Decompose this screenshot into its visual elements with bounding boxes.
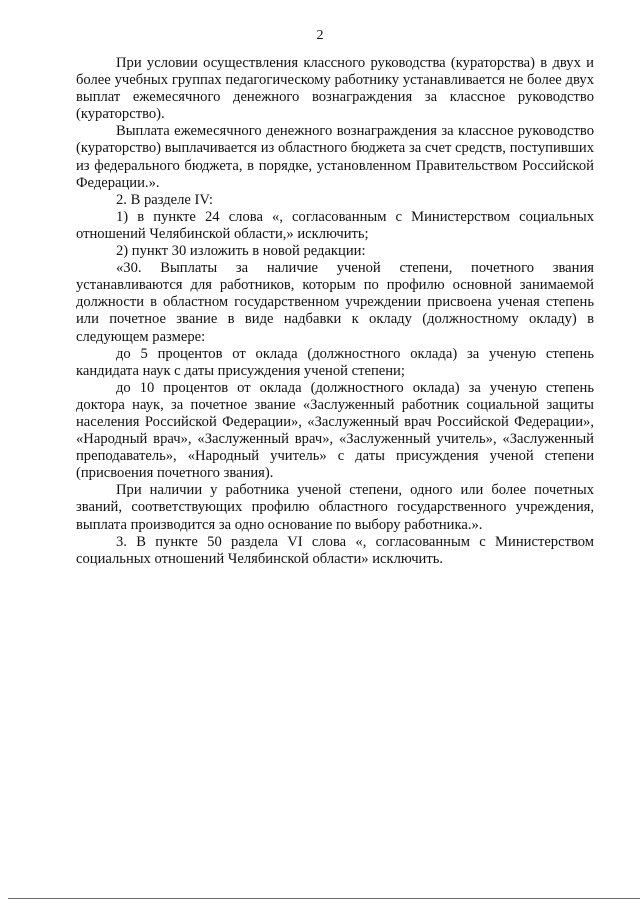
paragraph-section-iv-heading: 2. В разделе IV: xyxy=(116,191,213,208)
paragraph-doctor-degree-titles: до 10 процентов от оклада (должностного оклада) за ученую степень доктора наук, за почетное звание «Заслуженный работник социальной защиты населения Российской Федерации», «Заслуженный врач Российской Федерации», «Народный врач», «Заслуженный врач», «Заслуженный учитель», «Заслуженный преподаватель», «Народный учитель» с даты присуждения ученой степени (присвоения почетного звания). xyxy=(76,379,594,482)
bottom-rule xyxy=(8,898,640,899)
paragraph-curatorship-funding: Выплата ежемесячного денежного вознаграждения за классное руководство (кураторство) выплачивается из областного бюджета за счет средств, поступивших из федерального бюджета, в порядке, установленном Правительством Российской Федерации.». xyxy=(76,123,594,191)
paragraph-clause-50-amendment: 3. В пункте 50 раздела VI слова «, согласованным с Министерством социальных отношений Челябинской области» исключить. xyxy=(76,533,594,567)
paragraph-single-basis: При наличии у работника ученой степени, одного или более почетных званий, соответствующих профилю областного государственного учреждения, выплата производится за одно основание по выбору работника.». xyxy=(76,482,594,533)
paragraph-clause-30-intro: 2) пункт 30 изложить в новой редакции: xyxy=(116,243,366,260)
paragraph-curatorship-limit: При условии осуществления классного руководства (кураторства) в двух и более учебных группах педагогическому работнику устанавливается не более двух выплат ежемесячного денежного вознаграждения за классное руководство (кураторство). xyxy=(76,55,594,123)
document-body xyxy=(76,55,594,568)
paragraph-clause-30-text: «30. Выплаты за наличие ученой степени, почетного звания устанавливаются для работников, которым по профилю основной занимаемой должности в областном государственном учреждении присвоена ученая степень или почетное звание в виде надбавки к окладу (должностному окладу) в следующем размере: xyxy=(76,260,594,345)
paragraph-candidate-degree: до 5 процентов от оклада (должностного оклада) за ученую степень кандидата наук с даты присуждения ученой степени; xyxy=(76,345,594,379)
page-number: 2 xyxy=(316,28,324,43)
paragraph-clause-24-amendment: 1) в пункте 24 слова «, согласованным с Министерством социальных отношений Челябинской области,» исключить; xyxy=(76,208,594,242)
